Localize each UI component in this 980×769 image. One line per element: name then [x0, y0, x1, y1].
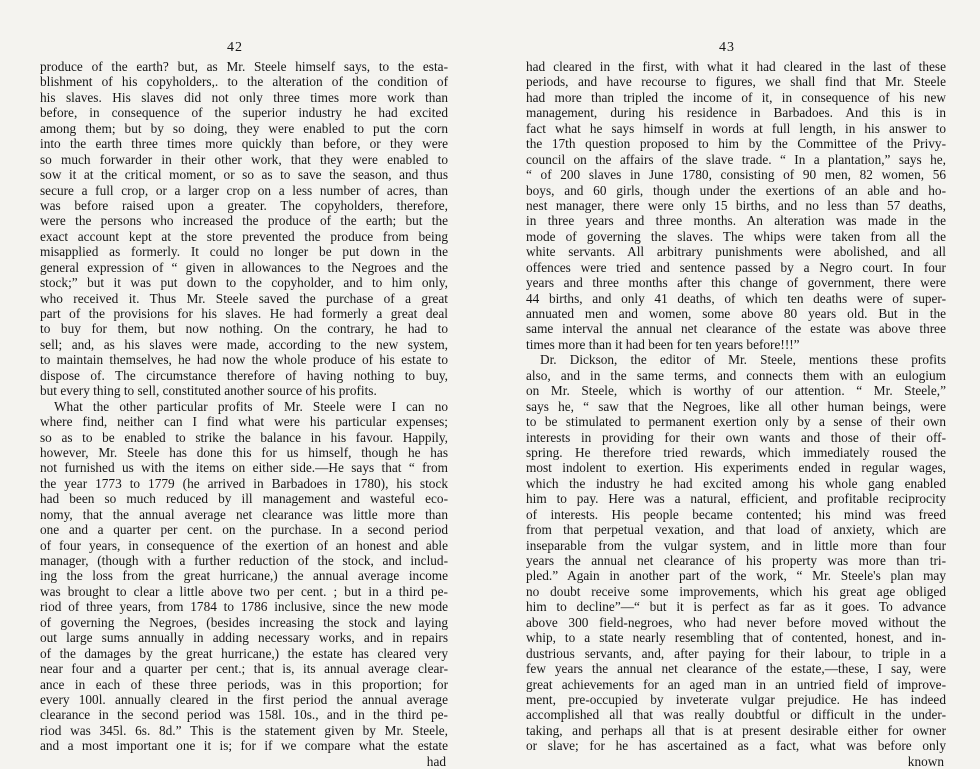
text-line: him to pay. Here was a natural, efficient, and profitable reciprocity — [526, 491, 946, 507]
text-line: white servants. All arbitrary punishments were abolished, and all — [526, 244, 946, 260]
text-line: misapplied as formerly. It could no longer be put down in the — [40, 244, 448, 260]
text-line: who received it. Thus Mr. Steele saved the purchase of a great — [40, 290, 448, 306]
text-line: spring. He therefore tried rewards, which immediately roused the — [526, 444, 946, 460]
text-line: among them; but by so doing, they were enabled to put the corn — [40, 120, 448, 136]
text-line: offences were tried and sentence passed by a Negro court. In four — [526, 259, 946, 275]
text-line: one and a quarter per cent. on the purchase. In a second period — [40, 522, 448, 538]
text-line: sell; and, as his slaves were made, according to the new system, — [40, 336, 448, 352]
text-line: riod was 345l. 6s. 8d.” This is the statement given by Mr. Steele, — [40, 722, 448, 738]
text-line: produce of the earth? but, as Mr. Steele himself says, to the esta- — [40, 59, 448, 74]
text-line: exact account kept at the store prevented the produce from being — [40, 228, 448, 244]
text-line: most indolent to exertion. His experiments ended in regular wages, — [526, 460, 946, 476]
text-line: on Mr. Steele, which is worthy of our attention. “ Mr. Steele,” — [526, 383, 946, 399]
text-line: and a most important one it is; for if we compare what the estate — [40, 738, 448, 754]
text-line: Dr. Dickson, the editor of Mr. Steele, mentions these profits — [540, 352, 946, 368]
text-line: annuated men and women, some above 80 years old. But in the — [526, 306, 946, 321]
text-line: sow it at the critical moment, or so as to save the season, and thus — [40, 167, 448, 183]
page-number: 42 — [227, 40, 243, 55]
text-line: the year 1773 to 1779 (he arrived in Barbadoes in 1780), his stock — [40, 475, 448, 491]
text-line: mode of governing the slaves. The whips were taken from all the — [526, 228, 946, 244]
text-line: periods, and have recourse to figures, we shall find that Mr. Steele — [526, 74, 946, 90]
text-line: but every thing to sell, constituted another source of his profits. — [40, 383, 377, 399]
text-line: years and three months after this change of government, there were — [526, 275, 946, 291]
text-line: nest manager, there were only 15 births, and no less than 57 deaths, — [526, 197, 946, 213]
text-line: which the industry he had excited among his whole gang enabled — [526, 475, 946, 491]
text-line: the 17th question proposed to him by the Committee of the Privy- — [526, 136, 946, 152]
text-line: general expression of “ given in allowances to the Negroes and the — [40, 259, 448, 275]
text-line: had cleared in the first, with what it had cleared in the last of these — [526, 59, 946, 74]
page-text — [40, 59, 448, 769]
text-line: of the damages by the great hurricane,) the estate has cleared very — [40, 645, 448, 661]
text-line: had been so much reduced by ill management and wasteful eco- — [40, 491, 448, 507]
text-line: however, Mr. Steele has done this for us himself, though he has — [40, 444, 448, 460]
text-line: 44 births, and only 41 deaths, of which ten deaths were of super- — [526, 290, 946, 306]
text-line: was before raised upon a greater. The copyholders, therefore, — [40, 197, 448, 213]
text-line: him to decline”—“ but it is perfect as far as it goes. To advance — [526, 599, 946, 615]
text-line: in three years and three months. An alteration was made in the — [526, 213, 946, 229]
page-text — [526, 59, 946, 769]
text-line: also, and in the same terms, and connects them with an eulogium — [526, 367, 946, 383]
text-line: to maintain themselves, he had now the whole produce of his estate to — [40, 352, 448, 368]
text-line: were the persons who increased the produce of the earth; but the — [40, 213, 448, 229]
text-line: great achievements for an aged man in an untried field of improve- — [526, 676, 946, 692]
text-line: of four years, in consequence of the exertion of an honest and able — [40, 537, 448, 553]
text-line: whip, to a state nearly resembling that of contented, honest, and in- — [526, 630, 946, 646]
text-line: of governing the Negroes, (besides increasing the stock and laying — [40, 614, 448, 630]
text-line: accomplished all that was really doubtful or difficult in the under- — [526, 707, 946, 723]
text-line: dispose of. The circumstance therefore of having nothing to buy, — [40, 367, 448, 383]
page-number: 43 — [719, 40, 735, 55]
text-line: riod of three years, from 1784 to 1786 inclusive, since the new mode — [40, 599, 448, 615]
text-line: or slave; for he has ascertained as a fact, what was before only — [526, 738, 946, 754]
text-line: “ of 200 slaves in June 1780, consisting of 90 men, 82 women, 56 — [526, 167, 946, 183]
text-line: had more than tripled the income of it, in consequence of his new — [526, 89, 946, 105]
text-line: says he, “ saw that the Negroes, like all other human beings, were — [526, 398, 946, 414]
text-line: every 100l. annually cleared in the first period the annual average — [40, 691, 448, 707]
text-line: years the annual net clearance of his property was more than tri- — [526, 553, 946, 568]
text-line: What the other particular profits of Mr. Steele were I can no — [54, 398, 448, 414]
text-line: so as to be enabled to strike the balance in his favour. Happily, — [40, 429, 448, 445]
text-line: not furnished us with the items on either side.—He says that “ from — [40, 460, 448, 476]
text-line: fact what he says himself in words at full length, in his answer to — [526, 120, 946, 136]
text-line: clearance in the second period was 158l. 10s., and in the third pe- — [40, 707, 448, 723]
text-line: to be stimulated to permanent exertion only by a sense of their own — [526, 414, 946, 430]
text-line: of interests. His people became contented; his mind was freed — [526, 506, 946, 522]
text-line: few years the annual net clearance of the estate,—these, I say, were — [526, 661, 946, 677]
text-line: from that perpetual vexation, and that load of anxiety, which are — [526, 522, 946, 538]
text-line: boys, and 60 girls, though under the exertions of an able and ho- — [526, 182, 946, 198]
text-line: inseparable from the vulgar system, and in little more than four — [526, 537, 946, 553]
text-line: so much forwarder in their other work, that they were enabled to — [40, 151, 448, 167]
text-line: manager, (though with a further reduction of the stock, and includ- — [40, 553, 448, 568]
text-line: above 300 field-negroes, who had never before moved without the — [526, 614, 946, 630]
text-line: where find, neither can I find what were his particular expenses; — [40, 414, 448, 430]
text-line: dustrious servants, and, after paying for their labour, to triple in a — [526, 645, 946, 661]
text-line: times more than it had been for ten years before!!!” — [526, 336, 800, 352]
text-line: near four and a quarter per cent.; that is, its annual average clear- — [40, 661, 448, 677]
text-line: stock;” but it was put down to the copyholder, and to him only, — [40, 275, 448, 291]
text-line: was brought to clear a little above two per cent. ; but in a third pe- — [40, 583, 448, 599]
text-line: part of the provisions for his slaves. He had formerly a great deal — [40, 306, 448, 321]
text-line: council on the affairs of the slave trade. “ In a plantation,” says he, — [526, 151, 946, 167]
text-line: pled.” Again in another part of the work, “ Mr. Steele's plan may — [526, 568, 946, 584]
catchword: known — [907, 753, 944, 769]
right-page — [490, 0, 980, 769]
text-line: his slaves. His slaves did not only three times more work than — [40, 89, 448, 105]
text-line: interests in providing for their own wants and those of their off- — [526, 429, 946, 445]
text-line: same interval the annual net clearance of the estate was above three — [526, 321, 946, 337]
text-line: ance in each of these three periods, was in this proportion; for — [40, 676, 448, 692]
text-line: no doubt receive some improvements, which his great age obliged — [526, 583, 946, 599]
text-line: before, in consequence of the superior industry he had excited — [40, 105, 448, 121]
text-line: ment, pre-occupied by inveterate vulgar prejudice. He has indeed — [526, 691, 946, 707]
text-line: nomy, that the annual average net clearance was little more than — [40, 506, 448, 522]
text-line: ing the loss from the great hurricane,) the annual average income — [40, 568, 448, 584]
text-line: secure a full crop, or a larger crop on a less number of acres, than — [40, 182, 448, 198]
text-line: into the earth three times more quickly than before, or they were — [40, 136, 448, 152]
catchword: had — [426, 753, 446, 769]
text-line: taking, and perhaps all that is at present desirable either for owner — [526, 722, 946, 738]
text-line: out large sums annually in adding necessary works, and in repairs — [40, 630, 448, 646]
text-line: management, during his residence in Barbadoes. And this is in — [526, 105, 946, 121]
text-line: to buy for them, but now nothing. On the contrary, he had to — [40, 321, 448, 337]
text-line: blishment of his copyholders,. to the alteration of the condition of — [40, 74, 448, 90]
